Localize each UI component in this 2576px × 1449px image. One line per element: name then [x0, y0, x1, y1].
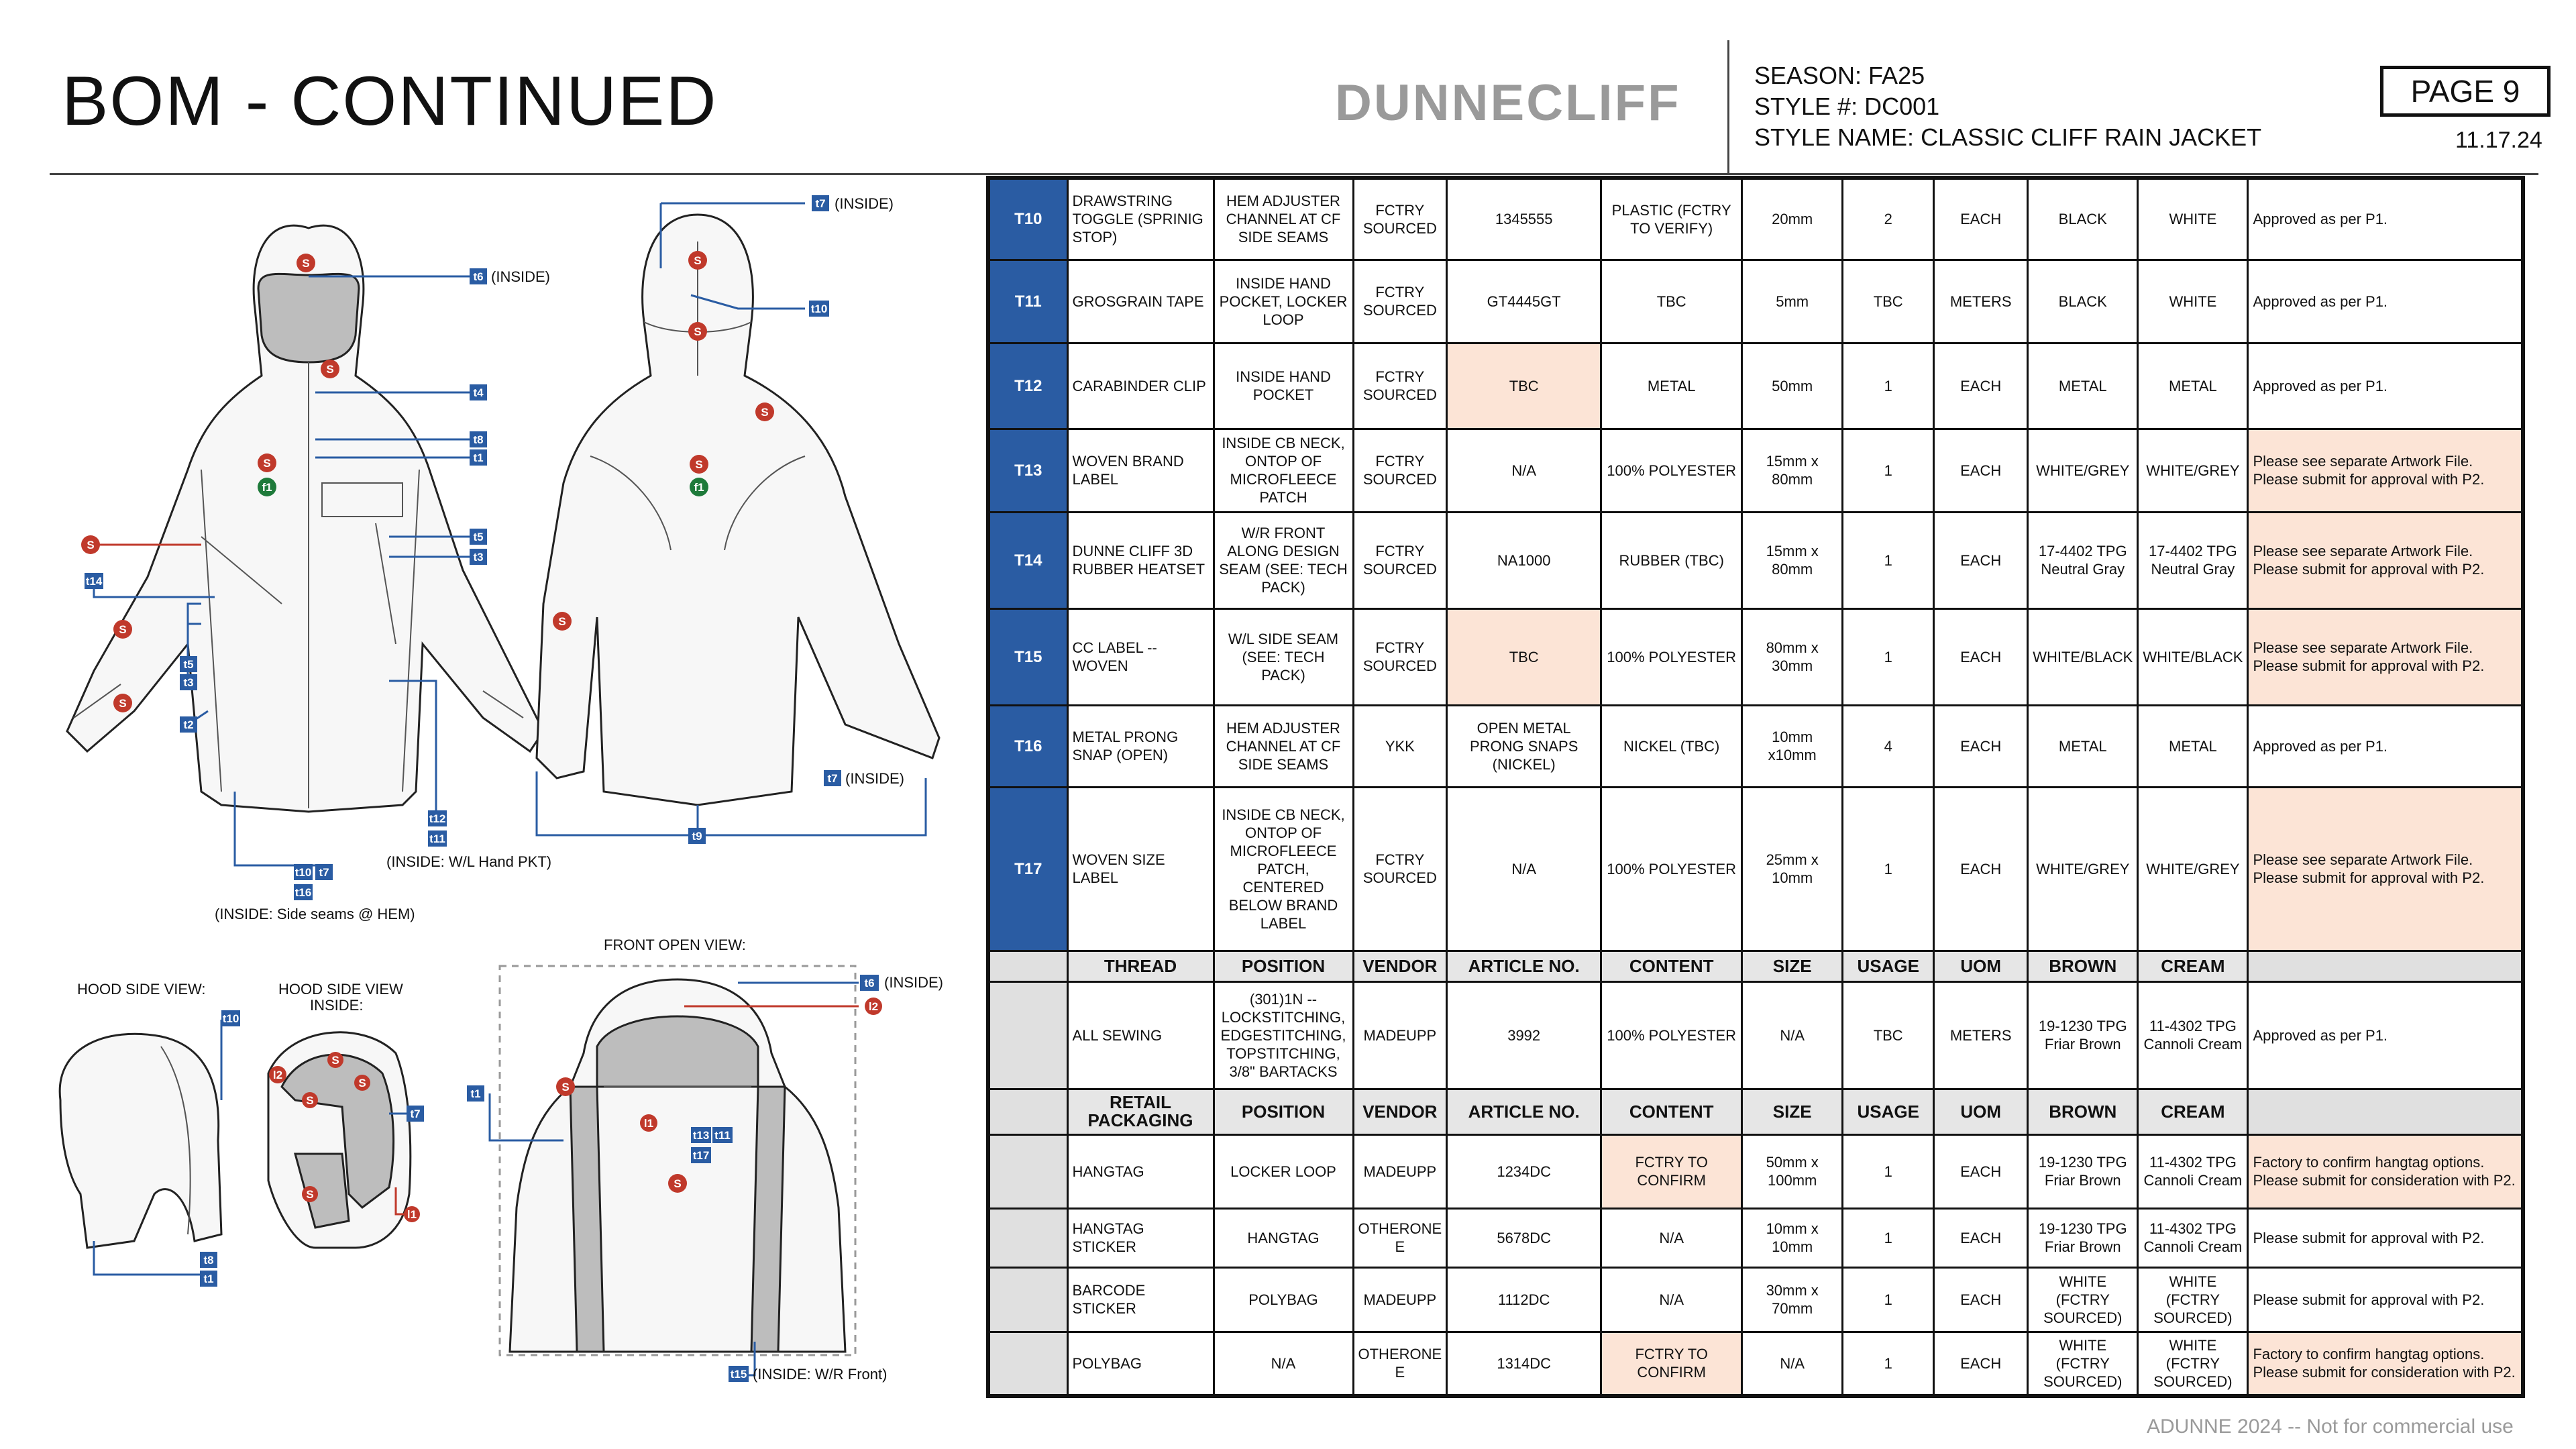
retail-description: HANGTAG: [1067, 1134, 1214, 1208]
page-number: PAGE 9: [2380, 66, 2551, 117]
section-header-cell: USAGE: [1843, 951, 1934, 981]
thread-position: (301)1N -- LOCKSTITCHING, EDGESTITCHING, TOPSTITCHING, 3/8" BARTACKS: [1214, 981, 1353, 1089]
back-view-jacket: [537, 215, 939, 805]
trim-cream: 17-4402 TPG Neutral Gray: [2138, 512, 2248, 608]
trim-uom: EACH: [1934, 429, 2028, 512]
row-blank: [988, 1332, 1067, 1396]
trim-vendor: FCTRY SOURCED: [1353, 343, 1447, 429]
section-header-cell: THREAD: [1067, 951, 1214, 981]
trim-size: 25mm x 10mm: [1742, 787, 1843, 951]
bom-table: [986, 176, 2525, 1398]
svg-text:l2: l2: [272, 1069, 283, 1081]
garment-diagrams: [0, 0, 986, 1449]
section-header-cell: POSITION: [1214, 951, 1353, 981]
section-blank: [2248, 1089, 2523, 1134]
svg-text:f1: f1: [694, 481, 704, 494]
svg-text:HOOD SIDE VIEW: HOOD SIDE VIEW: [278, 981, 403, 998]
trim-cream: WHITE: [2138, 178, 2248, 260]
section-header-cell: VENDOR: [1353, 951, 1447, 981]
section-header-cell: SIZE: [1742, 1089, 1843, 1134]
section-header-cell: CONTENT: [1601, 1089, 1742, 1134]
trim-position: INSIDE CB NECK, ONTOP OF MICROFLEECE PATCH: [1214, 429, 1353, 512]
section-header-cell: USAGE: [1843, 1089, 1934, 1134]
svg-text:S: S: [761, 406, 769, 419]
svg-text:t9: t9: [692, 830, 702, 843]
retail-notes: Please submit for approval with P2.: [2248, 1208, 2523, 1267]
section-header-cell: UOM: [1934, 951, 2028, 981]
section-header-cell: VENDOR: [1353, 1089, 1447, 1134]
section-header-cell: ARTICLE NO.: [1447, 951, 1601, 981]
retail-article: 1314DC: [1447, 1332, 1601, 1396]
retail-cream: 11-4302 TPG Cannoli Cream: [2138, 1134, 2248, 1208]
svg-text:t5: t5: [183, 658, 194, 671]
retail-brown: WHITE (FCTRY SOURCED): [2028, 1267, 2138, 1332]
trim-content: TBC: [1601, 260, 1742, 343]
trim-notes: Please see separate Artwork File. Please submit for approval with P2.: [2248, 608, 2523, 705]
thread-size: N/A: [1742, 981, 1843, 1089]
retail-brown: WHITE (FCTRY SOURCED): [2028, 1332, 2138, 1396]
retail-cream: WHITE (FCTRY SOURCED): [2138, 1267, 2248, 1332]
svg-text:S: S: [695, 458, 703, 471]
season: SEASON: FA25: [1754, 62, 1925, 89]
retail-uom: EACH: [1934, 1134, 2028, 1208]
trim-brown: BLACK: [2028, 178, 2138, 260]
retail-content: N/A: [1601, 1267, 1742, 1332]
retail-uom: EACH: [1934, 1332, 2028, 1396]
svg-text:(INSIDE: W/R Front): (INSIDE: W/R Front): [753, 1366, 888, 1383]
thread-article: 3992: [1447, 981, 1601, 1089]
svg-text:t10: t10: [294, 866, 312, 879]
trim-brown: METAL: [2028, 705, 2138, 787]
row-blank: [988, 1267, 1067, 1332]
section-header-cell: UOM: [1934, 1089, 2028, 1134]
trim-position: HEM ADJUSTER CHANNEL AT CF SIDE SEAMS: [1214, 705, 1353, 787]
trim-uom: EACH: [1934, 787, 2028, 951]
svg-text:S: S: [558, 615, 566, 628]
section-header-cell: RETAIL PACKAGING: [1067, 1089, 1214, 1134]
retail-position: POLYBAG: [1214, 1267, 1353, 1332]
svg-text:S: S: [119, 623, 127, 636]
trim-code: T10: [988, 178, 1067, 260]
trim-notes: Please see separate Artwork File. Please submit for approval with P2.: [2248, 787, 2523, 951]
svg-text:t10: t10: [222, 1012, 239, 1025]
tag-f1: f1: [262, 481, 272, 494]
trim-row: [988, 512, 2523, 608]
trim-size: 15mm x 80mm: [1742, 429, 1843, 512]
trim-description: CARABINDER CLIP: [1067, 343, 1214, 429]
svg-text:S: S: [306, 1188, 314, 1201]
thread-notes: Approved as per P1.: [2248, 981, 2523, 1089]
svg-text:l2: l2: [868, 1000, 879, 1013]
svg-text:t13: t13: [692, 1129, 710, 1142]
trim-content: METAL: [1601, 343, 1742, 429]
trim-brown: WHITE/GREY: [2028, 787, 2138, 951]
trim-usage: 1: [1843, 343, 1934, 429]
retail-brown: 19-1230 TPG Friar Brown: [2028, 1208, 2138, 1267]
trim-row: [988, 608, 2523, 705]
trim-notes: Approved as per P1.: [2248, 178, 2523, 260]
section-header-cell: ARTICLE NO.: [1447, 1089, 1601, 1134]
trim-vendor: FCTRY SOURCED: [1353, 608, 1447, 705]
retail-vendor: MADEUPP: [1353, 1267, 1447, 1332]
trim-article: TBC: [1447, 608, 1601, 705]
trim-description: METAL PRONG SNAP (OPEN): [1067, 705, 1214, 787]
trim-cream: WHITE/GREY: [2138, 429, 2248, 512]
svg-text:t10: t10: [810, 303, 828, 315]
svg-text:S: S: [326, 363, 334, 376]
trim-row: [988, 343, 2523, 429]
trim-brown: METAL: [2028, 343, 2138, 429]
trim-vendor: FCTRY SOURCED: [1353, 178, 1447, 260]
thread-uom: METERS: [1934, 981, 2028, 1089]
svg-text:(INSIDE): (INSIDE): [884, 974, 943, 991]
trim-usage: 2: [1843, 178, 1934, 260]
retail-position: HANGTAG: [1214, 1208, 1353, 1267]
trim-cream: METAL: [2138, 705, 2248, 787]
retail-usage: 1: [1843, 1208, 1934, 1267]
section-blank: [2248, 951, 2523, 981]
retail-row: [988, 1267, 2523, 1332]
svg-text:HOOD SIDE VIEW:: HOOD SIDE VIEW:: [77, 981, 206, 998]
trim-article: N/A: [1447, 429, 1601, 512]
retail-article: 1234DC: [1447, 1134, 1601, 1208]
retail-uom: EACH: [1934, 1208, 2028, 1267]
retail-usage: 1: [1843, 1134, 1934, 1208]
svg-text:INSIDE:: INSIDE:: [310, 997, 364, 1014]
trim-description: WOVEN SIZE LABEL: [1067, 787, 1214, 951]
trim-brown: BLACK: [2028, 260, 2138, 343]
trim-code: T17: [988, 787, 1067, 951]
retail-row: [988, 1332, 2523, 1396]
trim-uom: METERS: [1934, 260, 2028, 343]
svg-text:t7: t7: [410, 1108, 421, 1120]
svg-text:S: S: [358, 1077, 366, 1089]
trim-size: 10mm x10mm: [1742, 705, 1843, 787]
trim-content: 100% POLYESTER: [1601, 608, 1742, 705]
trim-uom: EACH: [1934, 705, 2028, 787]
trim-notes: Approved as per P1.: [2248, 705, 2523, 787]
tag-s: S: [302, 257, 310, 270]
svg-text:l1: l1: [407, 1208, 417, 1221]
retail-size: 10mm x 10mm: [1742, 1208, 1843, 1267]
trim-article: GT4445GT: [1447, 260, 1601, 343]
svg-text:t3: t3: [183, 676, 194, 689]
trim-cream: METAL: [2138, 343, 2248, 429]
svg-text:t1: t1: [470, 1087, 481, 1100]
trim-description: WOVEN BRAND LABEL: [1067, 429, 1214, 512]
trim-cream: WHITE: [2138, 260, 2248, 343]
trim-row: [988, 260, 2523, 343]
svg-text:t12: t12: [429, 812, 446, 825]
retail-vendor: OTHERONE E: [1353, 1332, 1447, 1396]
row-blank: [988, 981, 1067, 1089]
retail-description: HANGTAG STICKER: [1067, 1208, 1214, 1267]
svg-text:t1: t1: [203, 1273, 214, 1285]
section-header-row: [988, 951, 2523, 981]
trim-uom: EACH: [1934, 343, 2028, 429]
svg-text:t8: t8: [473, 433, 484, 446]
svg-text:t8: t8: [203, 1254, 214, 1267]
thread-brown: 19-1230 TPG Friar Brown: [2028, 981, 2138, 1089]
trim-brown: WHITE/GREY: [2028, 429, 2138, 512]
style-meta: [1754, 60, 2261, 153]
section-header-cell: SIZE: [1742, 951, 1843, 981]
trim-size: 15mm x 80mm: [1742, 512, 1843, 608]
svg-text:t16: t16: [294, 886, 312, 899]
retail-description: POLYBAG: [1067, 1332, 1214, 1396]
section-header-row: [988, 1089, 2523, 1134]
trim-code: T12: [988, 343, 1067, 429]
retail-content: FCTRY TO CONFIRM: [1601, 1332, 1742, 1396]
trim-usage: 1: [1843, 429, 1934, 512]
page-date: 11.17.24: [2455, 127, 2542, 153]
svg-text:(INSIDE): (INSIDE): [835, 195, 894, 212]
trim-vendor: FCTRY SOURCED: [1353, 787, 1447, 951]
retail-row: [988, 1208, 2523, 1267]
section-header-cell: CREAM: [2138, 951, 2248, 981]
trim-size: 50mm: [1742, 343, 1843, 429]
retail-position: LOCKER LOOP: [1214, 1134, 1353, 1208]
svg-text:t7: t7: [319, 866, 329, 879]
trim-content: 100% POLYESTER: [1601, 429, 1742, 512]
trim-position: W/R FRONT ALONG DESIGN SEAM (SEE: TECH PACK): [1214, 512, 1353, 608]
trim-position: INSIDE HAND POCKET: [1214, 343, 1353, 429]
row-blank: [988, 1208, 1067, 1267]
section-blank: [988, 1089, 1067, 1134]
trim-code: T14: [988, 512, 1067, 608]
trim-notes: Please see separate Artwork File. Please submit for approval with P2.: [2248, 512, 2523, 608]
thread-description: ALL SEWING: [1067, 981, 1214, 1089]
retail-notes: Please submit for approval with P2.: [2248, 1267, 2523, 1332]
svg-text:(INSIDE): (INSIDE): [491, 268, 550, 285]
section-header-cell: POSITION: [1214, 1089, 1353, 1134]
thread-vendor: MADEUPP: [1353, 981, 1447, 1089]
svg-text:t11: t11: [429, 833, 445, 845]
svg-text:t4: t4: [473, 386, 484, 399]
trim-uom: EACH: [1934, 178, 2028, 260]
svg-text:S: S: [306, 1094, 314, 1107]
svg-text:t7: t7: [827, 772, 838, 785]
section-header-cell: CONTENT: [1601, 951, 1742, 981]
svg-text:t2: t2: [183, 718, 194, 731]
svg-text:S: S: [674, 1177, 682, 1190]
retail-uom: EACH: [1934, 1267, 2028, 1332]
thread-row: [988, 981, 2523, 1089]
trim-content: 100% POLYESTER: [1601, 787, 1742, 951]
trim-notes: Approved as per P1.: [2248, 260, 2523, 343]
section-header-cell: BROWN: [2028, 1089, 2138, 1134]
trim-position: INSIDE HAND POCKET, LOCKER LOOP: [1214, 260, 1353, 343]
svg-text:(INSIDE): (INSIDE): [845, 770, 904, 787]
svg-text:t14: t14: [85, 575, 103, 588]
svg-text:t3: t3: [473, 551, 484, 564]
retail-size: N/A: [1742, 1332, 1843, 1396]
trim-usage: 1: [1843, 787, 1934, 951]
trim-size: 20mm: [1742, 178, 1843, 260]
trim-notes: Please see separate Artwork File. Please submit for approval with P2.: [2248, 429, 2523, 512]
trim-article: NA1000: [1447, 512, 1601, 608]
svg-text:t1: t1: [473, 451, 484, 464]
trim-uom: EACH: [1934, 608, 2028, 705]
trim-article: OPEN METAL PRONG SNAPS (NICKEL): [1447, 705, 1601, 787]
retail-row: [988, 1134, 2523, 1208]
brand-logo: DUNNECLIFF: [1335, 74, 1681, 131]
retail-article: 5678DC: [1447, 1208, 1601, 1267]
trim-row: [988, 429, 2523, 512]
trim-content: NICKEL (TBC): [1601, 705, 1742, 787]
retail-brown: 19-1230 TPG Friar Brown: [2028, 1134, 2138, 1208]
header-divider: [1727, 40, 1729, 174]
svg-text:S: S: [119, 697, 127, 710]
trim-position: W/L SIDE SEAM (SEE: TECH PACK): [1214, 608, 1353, 705]
trim-brown: 17-4402 TPG Neutral Gray: [2028, 512, 2138, 608]
trim-code: T16: [988, 705, 1067, 787]
retail-article: 1112DC: [1447, 1267, 1601, 1332]
trim-row: [988, 787, 2523, 951]
trim-position: INSIDE CB NECK, ONTOP OF MICROFLEECE PATCH, CENTERED BELOW BRAND LABEL: [1214, 787, 1353, 951]
style-number: STYLE #: DC001: [1754, 93, 1940, 120]
style-name: STYLE NAME: CLASSIC CLIFF RAIN JACKET: [1754, 123, 2262, 151]
trim-row: [988, 178, 2523, 260]
retail-vendor: OTHERONE E: [1353, 1208, 1447, 1267]
trim-row: [988, 705, 2523, 787]
svg-text:t6: t6: [473, 270, 484, 283]
row-blank: [988, 1134, 1067, 1208]
trim-size: 80mm x 30mm: [1742, 608, 1843, 705]
footer-note: ADUNNE 2024 -- Not for commercial use: [2147, 1415, 2514, 1438]
retail-content: FCTRY TO CONFIRM: [1601, 1134, 1742, 1208]
retail-usage: 1: [1843, 1332, 1934, 1396]
retail-notes: Factory to confirm hangtag options. Please submit for consideration with P2.: [2248, 1332, 2523, 1396]
retail-usage: 1: [1843, 1267, 1934, 1332]
trim-content: RUBBER (TBC): [1601, 512, 1742, 608]
retail-vendor: MADEUPP: [1353, 1134, 1447, 1208]
retail-size: 30mm x 70mm: [1742, 1267, 1843, 1332]
trim-article: N/A: [1447, 787, 1601, 951]
svg-text:l1: l1: [643, 1117, 654, 1130]
front-open-view: [500, 966, 855, 1355]
svg-text:t7: t7: [815, 197, 826, 210]
svg-text:S: S: [694, 254, 702, 267]
page-title: BOM - CONTINUED: [62, 62, 718, 140]
trim-vendor: FCTRY SOURCED: [1353, 512, 1447, 608]
svg-text:t11: t11: [714, 1129, 731, 1142]
trim-usage: TBC: [1843, 260, 1934, 343]
trim-vendor: YKK: [1353, 705, 1447, 787]
trim-description: DUNNE CLIFF 3D RUBBER HEATSET: [1067, 512, 1214, 608]
trim-uom: EACH: [1934, 512, 2028, 608]
trim-brown: WHITE/BLACK: [2028, 608, 2138, 705]
trim-description: GROSGRAIN TAPE: [1067, 260, 1214, 343]
retail-cream: 11-4302 TPG Cannoli Cream: [2138, 1208, 2248, 1267]
thread-content: 100% POLYESTER: [1601, 981, 1742, 1089]
retail-description: BARCODE STICKER: [1067, 1267, 1214, 1332]
svg-text:(INSIDE: W/L Hand PKT): (INSIDE: W/L Hand PKT): [386, 853, 552, 870]
trim-size: 5mm: [1742, 260, 1843, 343]
trim-position: HEM ADJUSTER CHANNEL AT CF SIDE SEAMS: [1214, 178, 1353, 260]
trim-code: T15: [988, 608, 1067, 705]
svg-text:t15: t15: [730, 1368, 747, 1381]
trim-cream: WHITE/GREY: [2138, 787, 2248, 951]
trim-article: 1345555: [1447, 178, 1601, 260]
svg-text:FRONT OPEN VIEW:: FRONT OPEN VIEW:: [604, 936, 746, 953]
retail-size: 50mm x 100mm: [1742, 1134, 1843, 1208]
trim-code: T13: [988, 429, 1067, 512]
trim-vendor: FCTRY SOURCED: [1353, 260, 1447, 343]
svg-text:t17: t17: [692, 1149, 710, 1162]
trim-cream: WHITE/BLACK: [2138, 608, 2248, 705]
retail-content: N/A: [1601, 1208, 1742, 1267]
hood-side-view: [60, 1034, 221, 1248]
svg-text:t6: t6: [864, 977, 875, 989]
trim-usage: 1: [1843, 512, 1934, 608]
svg-text:S: S: [263, 457, 271, 470]
trim-article: TBC: [1447, 343, 1601, 429]
svg-text:t5: t5: [473, 531, 484, 543]
trim-description: DRAWSTRING TOGGLE (SPRINIG STOP): [1067, 178, 1214, 260]
retail-cream: WHITE (FCTRY SOURCED): [2138, 1332, 2248, 1396]
retail-position: N/A: [1214, 1332, 1353, 1396]
svg-text:S: S: [694, 325, 702, 338]
trim-code: T11: [988, 260, 1067, 343]
trim-content: PLASTIC (FCTRY TO VERIFY): [1601, 178, 1742, 260]
thread-cream: 11-4302 TPG Cannoli Cream: [2138, 981, 2248, 1089]
svg-text:S: S: [87, 539, 95, 551]
trim-vendor: FCTRY SOURCED: [1353, 429, 1447, 512]
svg-text:(INSIDE: Side seams @ HEM): (INSIDE: Side seams @ HEM): [215, 906, 415, 922]
trim-description: CC LABEL -- WOVEN: [1067, 608, 1214, 705]
trim-usage: 4: [1843, 705, 1934, 787]
section-blank: [988, 951, 1067, 981]
retail-notes: Factory to confirm hangtag options. Please submit for consideration with P2.: [2248, 1134, 2523, 1208]
svg-text:S: S: [561, 1081, 570, 1093]
trim-usage: 1: [1843, 608, 1934, 705]
svg-text:S: S: [331, 1054, 339, 1067]
thread-usage: TBC: [1843, 981, 1934, 1089]
section-header-cell: BROWN: [2028, 951, 2138, 981]
front-view-jacket: [67, 225, 543, 812]
trim-notes: Approved as per P1.: [2248, 343, 2523, 429]
section-header-cell: CREAM: [2138, 1089, 2248, 1134]
